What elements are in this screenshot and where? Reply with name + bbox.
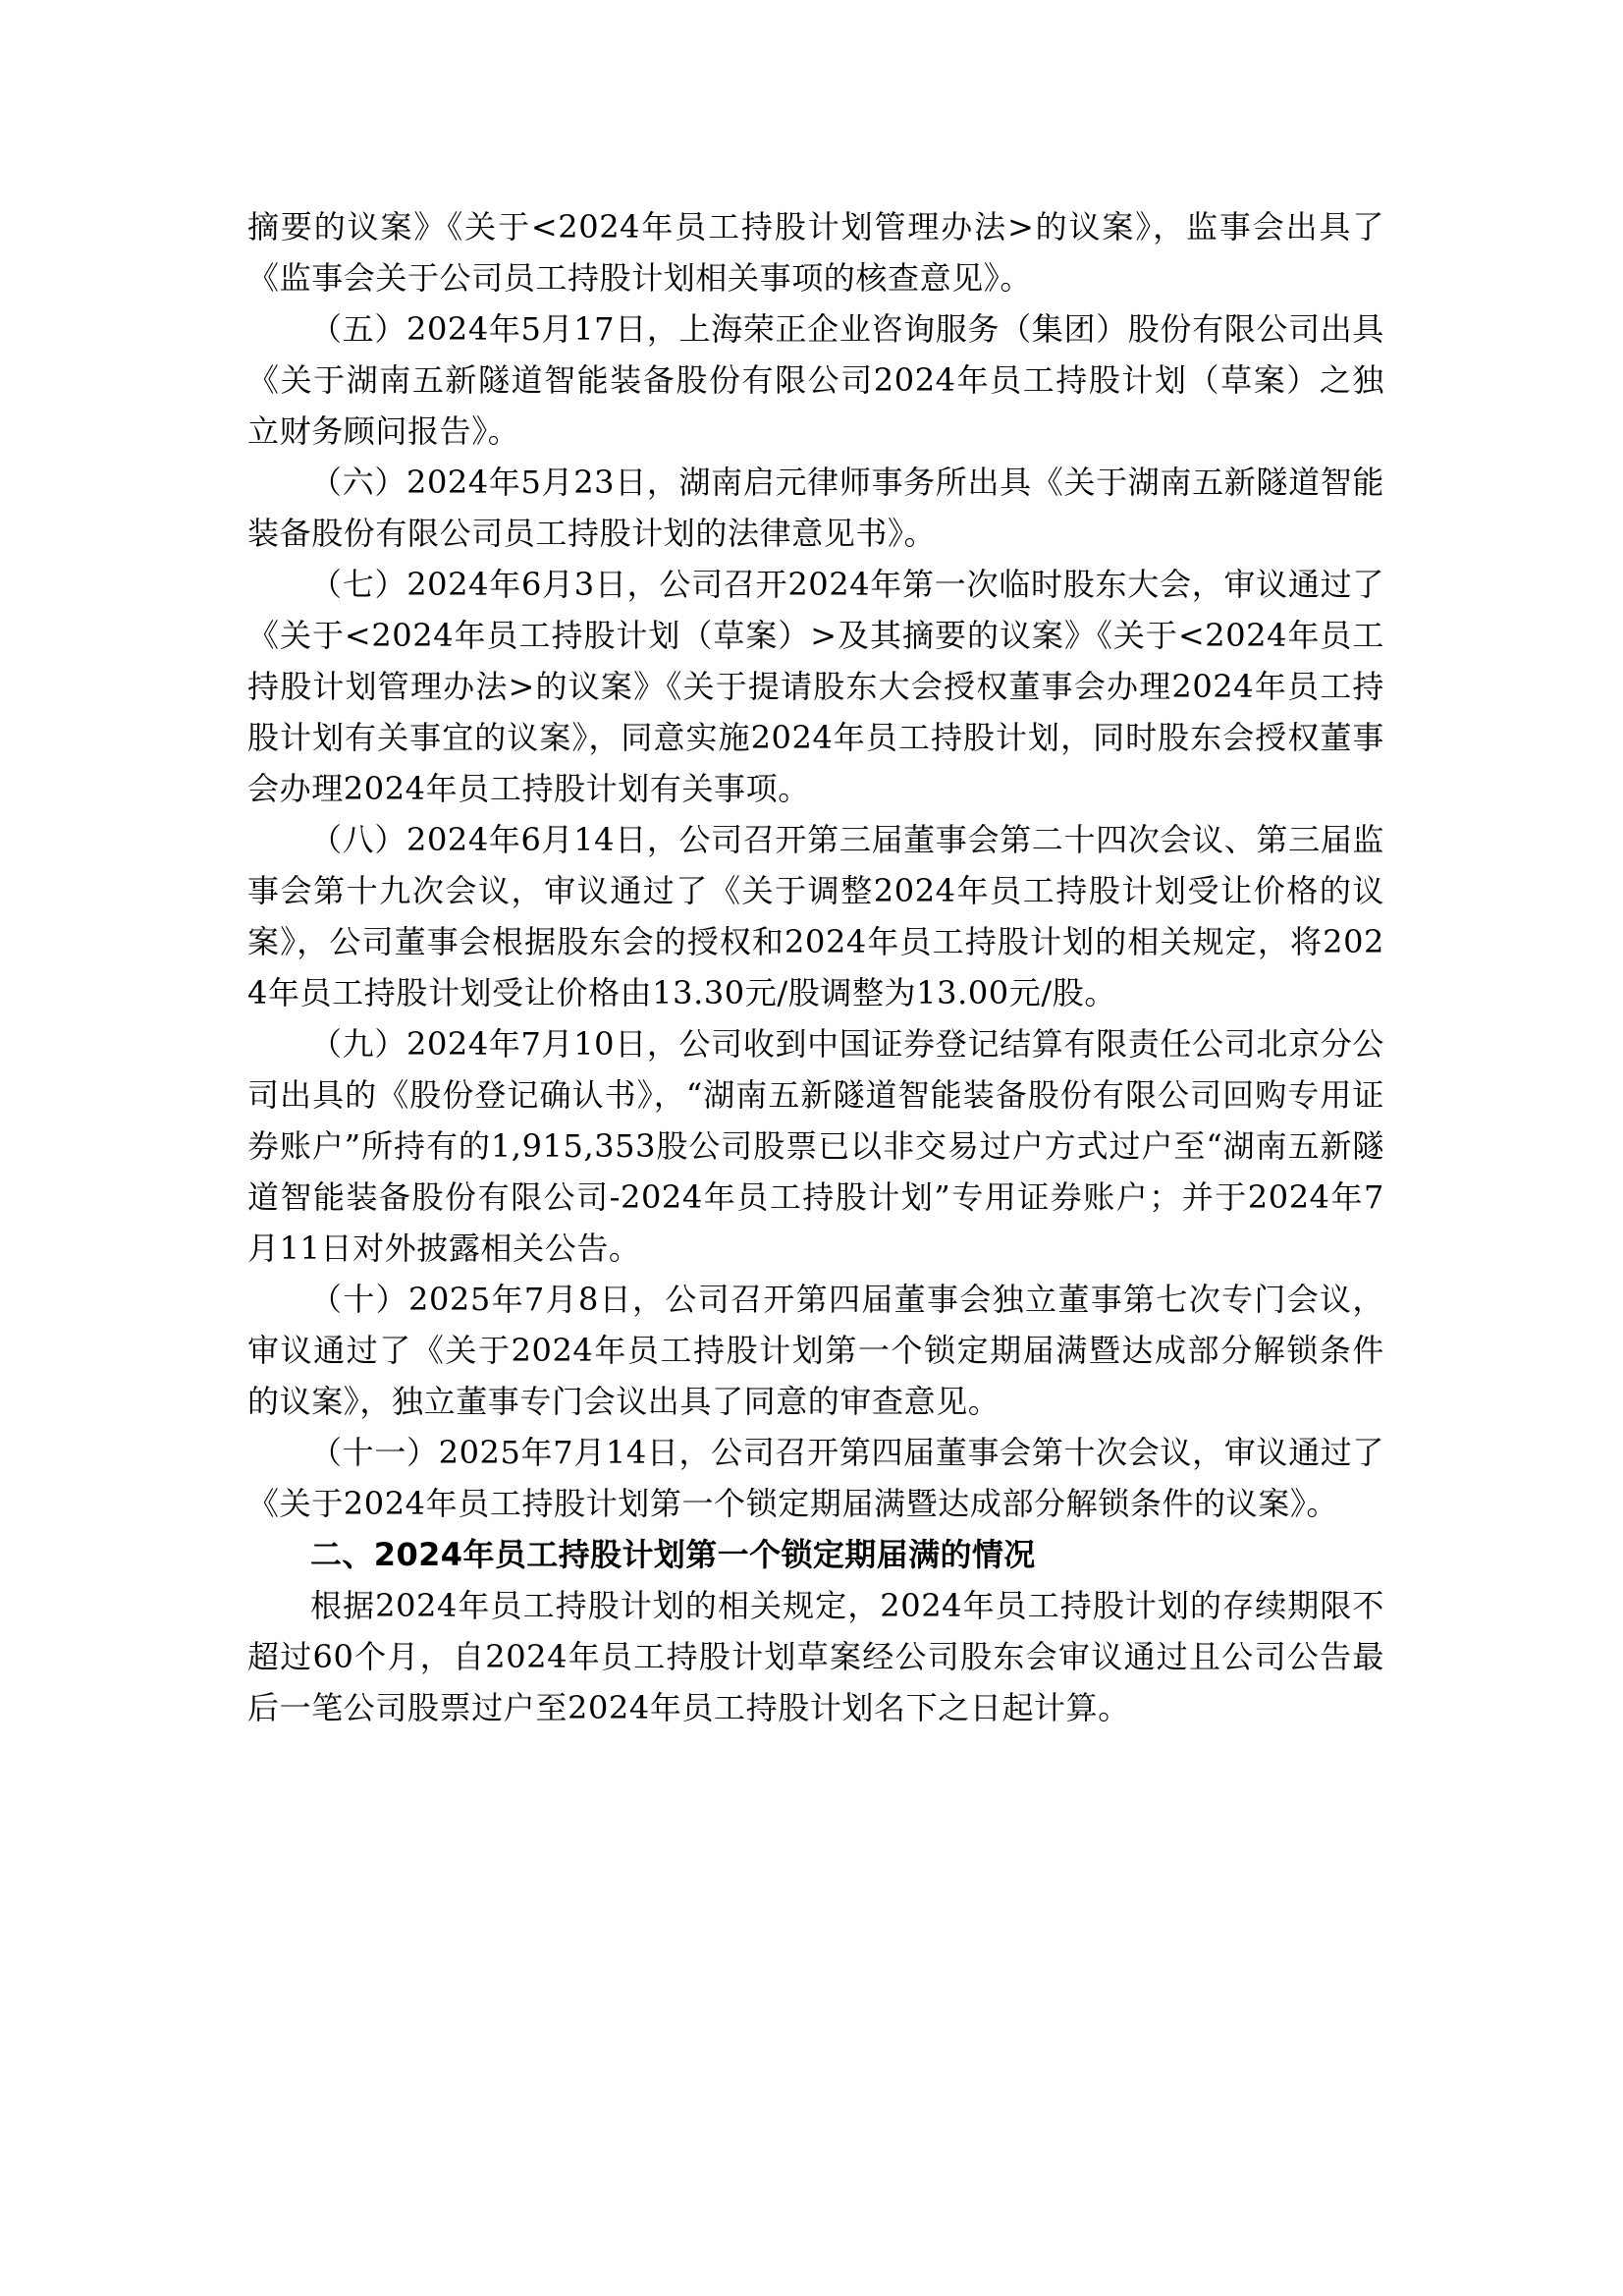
paragraph-continuation: 摘要的议案》《关于<2024年员工持股计划管理办法>的议案》，监事会出具了《监事会关于公司员工持股计划相关事项的核查意见》。 (247, 208, 1384, 297)
document-body (247, 201, 1384, 1733)
paragraph-item-7: （七）2024年6月3日，公司召开2024年第一次临时股东大会，审议通过了《关于<2024年员工持股计划（草案）>及其摘要的议案》《关于<2024年员工持股计划管理办法>的议案》《关于提请股东大会授权董事会办理2024年员工持股计划有关事宜的议案》，同意实施2024年员工持股计划，同时股东会授权董事会办理2024年员工持股计划有关事项。 (247, 566, 1384, 807)
paragraph-item-8: （八）2024年6月14日，公司召开第三届董事会第二十四次会议、第三届监事会第十九次会议，审议通过了《关于调整2024年员工持股计划受让价格的议案》，公司董事会根据股东会的授权和2024年员工持股计划的相关规定，将2024年员工持股计划受让价格由13.30元/股调整为13.00元/股。 (247, 821, 1384, 1011)
paragraph-item-10: （十）2025年7月8日，公司召开第四届董事会独立董事第七次专门会议，审议通过了《关于2024年员工持股计划第一个锁定期届满暨达成部分解锁条件的议案》，独立董事专门会议出具了同意的审查意见。 (247, 1281, 1384, 1420)
paragraph-item-9: （九）2024年7月10日，公司收到中国证券登记结算有限责任公司北京分公司出具的《股份登记确认书》，“湖南五新隧道智能装备股份有限公司回购专用证券账户”所持有的1,915,353股公司股票已以非交易过户方式过户至“湖南五新隧道智能装备股份有限公司-2024年员工持股计划”专用证券账户；并于2024年7月11日对外披露相关公告。 (247, 1025, 1384, 1267)
paragraph-item-6: （六）2024年5月23日，湖南启元律师事务所出具《关于湖南五新隧道智能装备股份有限公司员工持股计划的法律意见书》。 (247, 464, 1384, 552)
section-heading: 二、2024年员工持股计划第一个锁定期届满的情况 (310, 1536, 1036, 1573)
closing-paragraph: 根据2024年员工持股计划的相关规定，2024年员工持股计划的存续期限不超过60个月，自2024年员工持股计划草案经公司股东会审议通过且公司公告最后一笔公司股票过户至2024年员工持股计划名下之日起计算。 (247, 1587, 1384, 1726)
paragraph-item-11: （十一）2025年7月14日，公司召开第四届董事会第十次会议，审议通过了《关于2024年员工持股计划第一个锁定期届满暨达成部分解锁条件的议案》。 (247, 1434, 1384, 1522)
paragraph-item-5: （五）2024年5月17日，上海荣正企业咨询服务（集团）股份有限公司出具《关于湖南五新隧道智能装备股份有限公司2024年员工持股计划（草案）之独立财务顾问报告》。 (247, 310, 1384, 450)
